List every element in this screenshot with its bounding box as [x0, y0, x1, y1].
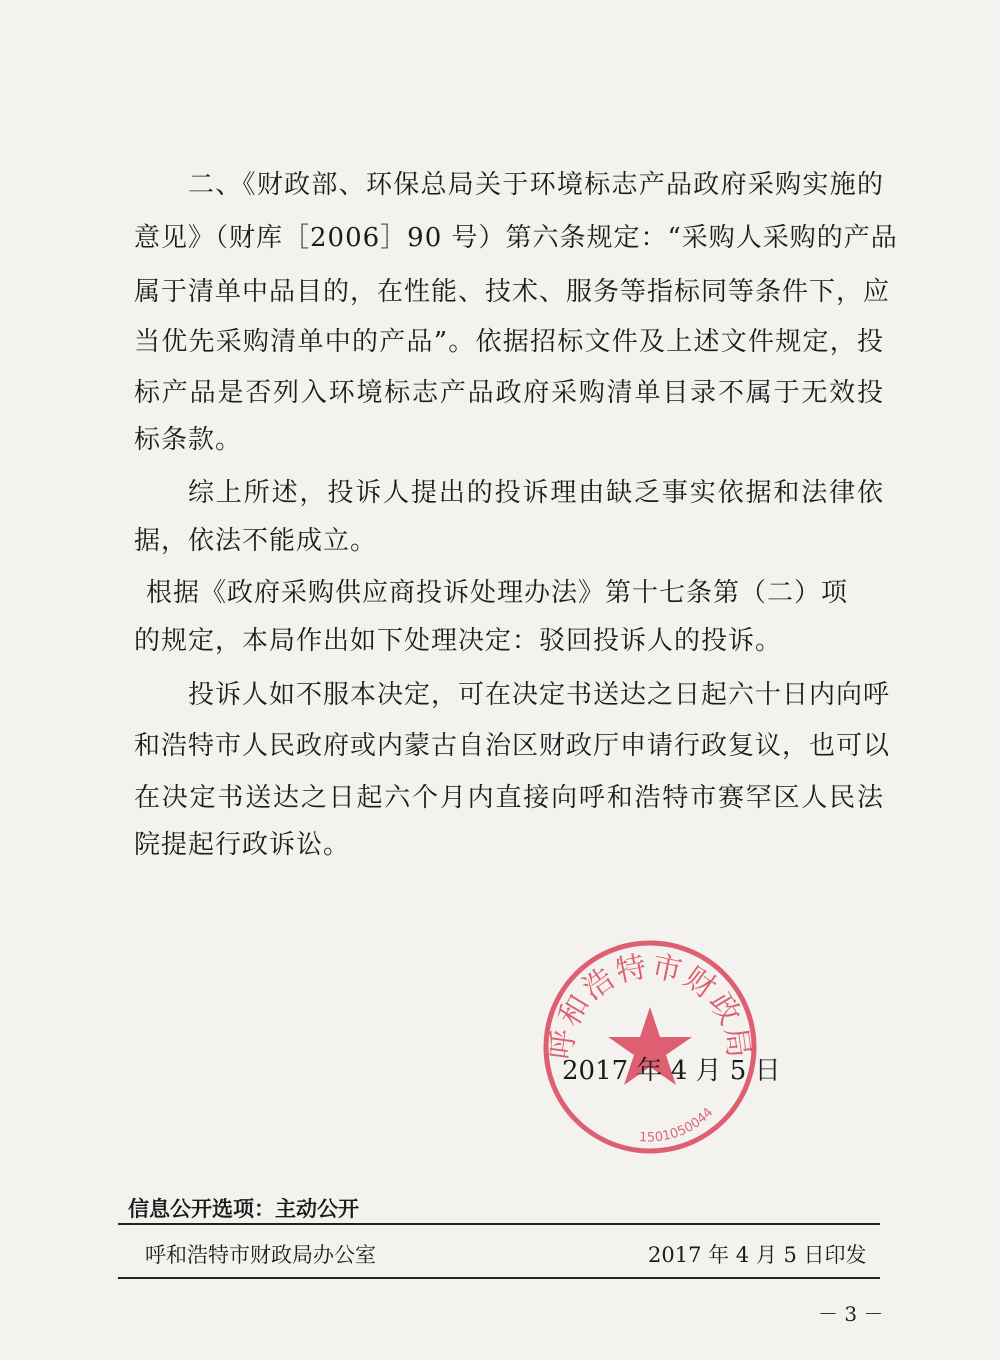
- signature-date: 2017 年 4 月 5 日: [562, 1056, 781, 1086]
- svg-text:1501050044: [638, 1105, 716, 1145]
- footer-top-rule: [118, 1223, 880, 1225]
- body-line: 综上所述，投诉人提出的投诉理由缺乏事实依据和法律依: [188, 478, 884, 508]
- seal-text: 呼和浩特市财政局: [543, 948, 757, 1062]
- body-line: 的规定，本局作出如下处理决定：驳回投诉人的投诉。: [134, 626, 783, 656]
- body-line: 标产品是否列入环境标志产品政府采购清单目录不属于无效投: [134, 378, 884, 408]
- body-line: 当优先采购清单中的产品”。依据招标文件及上述文件规定，投: [134, 327, 884, 357]
- body-line: 投诉人如不服本决定，可在决定书送达之日起六十日内向呼: [188, 680, 891, 710]
- issuing-office: 呼和浩特市财政局办公室: [145, 1243, 376, 1267]
- page-number: － 3 －: [818, 1302, 884, 1326]
- footer-bottom-rule: [118, 1277, 880, 1279]
- disclosure-option: 信息公开选项：主动公开: [128, 1197, 359, 1221]
- body-line: 在决定书送达之日起六个月内直接向呼和浩特市赛罕区人民法: [134, 783, 884, 813]
- official-seal: [538, 935, 762, 1159]
- body-line: 据，依法不能成立。: [134, 526, 378, 556]
- body-line: 意见》（财库［2006］90 号）第六条规定：“采购人采购的产品: [134, 223, 898, 253]
- body-line: 二、《财政部、环保总局关于环境标志产品政府采购实施的: [188, 170, 884, 200]
- body-line: 和浩特市人民政府或内蒙古自治区财政厅申请行政复议，也可以: [134, 731, 891, 761]
- print-date: 2017 年 4 月 5 日印发: [648, 1243, 867, 1267]
- body-line: 标条款。: [134, 425, 243, 455]
- body-line: 根据《政府采购供应商投诉处理办法》第十七条第（二）项: [146, 578, 849, 608]
- body-line: 属于清单中品目的，在性能、技术、服务等指标同等条件下，应: [134, 277, 891, 307]
- seal-code: 1501050044: [638, 1105, 717, 1146]
- body-line: 院提起行政诉讼。: [134, 830, 351, 860]
